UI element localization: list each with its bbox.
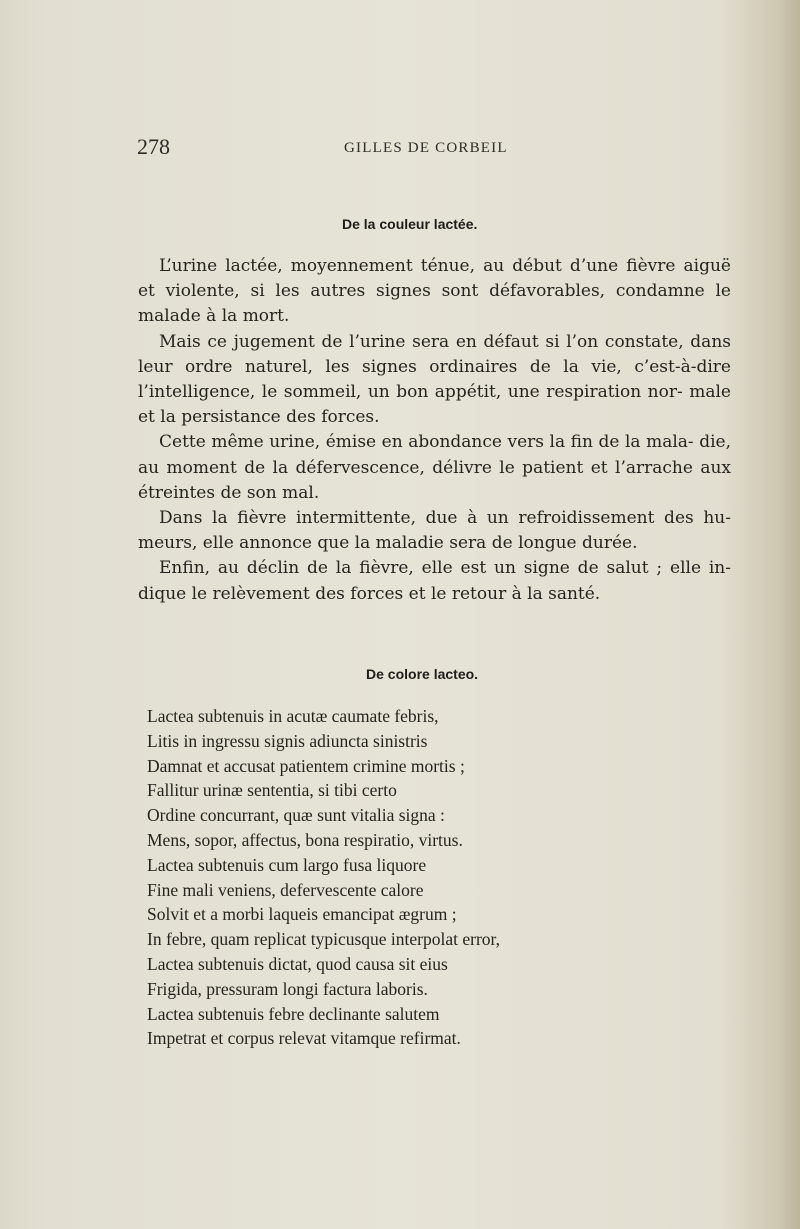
- text-line: male et la persistance des forces.: [138, 382, 731, 428]
- running-title: GILLES DE CORBEIL: [344, 140, 508, 156]
- paragraph: [138, 556, 731, 606]
- text-line: meurs, elle annonce que la maladie sera de longue durée.: [138, 533, 638, 554]
- section-title-french: [0, 216, 800, 232]
- verse-line: Lactea subtenuis in acutæ caumate febris,: [147, 706, 439, 726]
- text-line: die, au moment de la défervescence, délivre le patient et l’arrache: [138, 432, 731, 478]
- section-title-latin: [0, 666, 800, 682]
- verse-line: Lactea subtenuis febre declinante salutem: [147, 1003, 440, 1024]
- paragraph: [138, 506, 731, 556]
- text-line: l’intelligence, le sommeil, un bon appétit, une respiration nor-: [138, 382, 683, 403]
- paragraph: [138, 330, 731, 431]
- text-line: Mais ce jugement de l’urine sera en défaut si l’on constate, dans: [159, 331, 731, 352]
- page-number: 278: [137, 134, 170, 159]
- verse-line: Frigida, pressuram longi factura laboris.: [147, 978, 428, 999]
- verse-line: Impetrat et corpus relevat vitamque refirmat.: [147, 1028, 461, 1049]
- verse-line: Lactea subtenuis dictat, quod causa sit eius: [147, 953, 448, 974]
- text-line: dique le relèvement des forces et le retour à la santé.: [138, 583, 601, 604]
- text-line: L’urine lactée, moyennement ténue, au début d’une fièvre aiguë: [159, 256, 731, 276]
- verse-line: Fallitur urinæ sententia, si tibi certo: [147, 780, 397, 801]
- text-line: malade à la mort.: [138, 306, 290, 327]
- section-title-french-text: De la couleur lactée.: [342, 216, 478, 232]
- text-line: aux étreintes de son mal.: [138, 457, 731, 503]
- verse-line: Lactea subtenuis cum largo fusa liquore: [147, 854, 427, 875]
- text-line: leur ordre naturel, les signes ordinaires de la vie, c’est-à-dire: [138, 356, 731, 377]
- verse-line: Solvit et a morbi laqueis emancipat ægrum ;: [147, 904, 457, 925]
- verse-line: Damnat et accusat patientem crimine mortis ;: [147, 755, 465, 776]
- text-line: Cette même urine, émise en abondance vers la fin de la mala-: [159, 432, 694, 453]
- french-prose: [138, 254, 731, 607]
- paragraph: [138, 254, 731, 330]
- latin-verse: [147, 704, 627, 1051]
- verse-line: In febre, quam replicat typicusque interpolat error,: [147, 929, 501, 950]
- verse-line: Fine mali veniens, defervescente calore: [147, 879, 424, 900]
- verse-line: Mens, sopor, affectus, bona respiratio, virtus.: [147, 829, 463, 850]
- section-title-latin-text: De colore lacteo.: [366, 666, 479, 682]
- verse-line: Ordine concurrant, quæ sunt vitalia signa :: [147, 805, 445, 826]
- paragraph: [138, 430, 731, 506]
- text-line: et violente, si les autres signes sont défavorables, condamne le: [138, 281, 731, 302]
- text-line: Enfin, au déclin de la fièvre, elle est un signe de salut ; elle in-: [159, 558, 731, 579]
- text-line: Dans la fièvre intermittente, due à un refroidissement des hu-: [159, 508, 731, 529]
- verse-line: Litis in ingressu signis adiuncta sinistris: [147, 730, 428, 751]
